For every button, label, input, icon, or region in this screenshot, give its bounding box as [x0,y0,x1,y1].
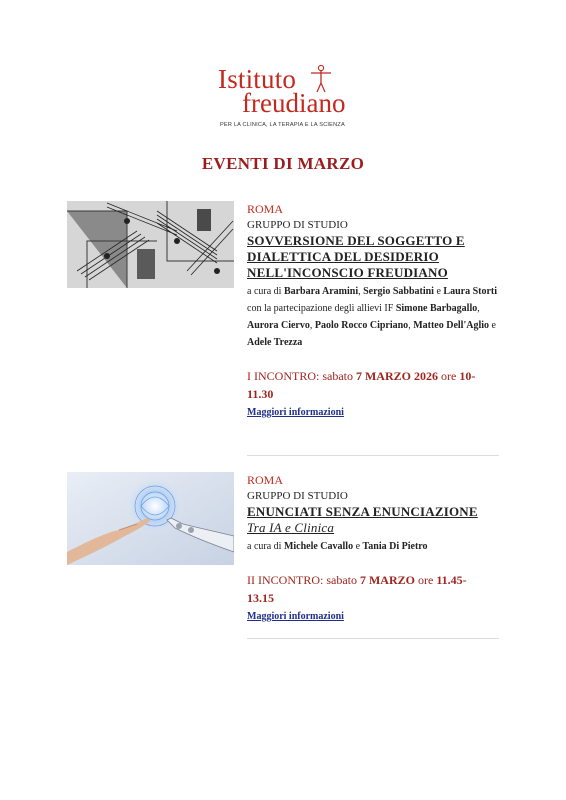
divider [247,638,499,639]
participant-name: Simone Barbagallo [395,303,478,314]
meeting-time: 11.30 [247,387,274,401]
event-city: ROMA [247,202,284,216]
event-type: GRUPPO DI STUDIO [247,219,348,231]
event-title-line: NELL'INCONSCIO FREUDIANO [247,265,448,280]
event-meeting: II INCONTRO: sabato 7 MARZO ore 11.45- 13.15 [247,573,467,605]
curator-name: Tania Di Pietro [362,541,428,552]
more-info-link[interactable]: Maggiori informazioni [247,611,344,622]
curator-name: Barbara Aramini [283,286,359,297]
escher-relativity-stairs-image [67,201,234,288]
participant-name: Adele Trezza [247,337,303,348]
event-meeting: I INCONTRO: sabato 7 MARZO 2026 ore 10- 11.30 [247,369,476,401]
event-title-link[interactable] [247,504,499,536]
curator-name: Michele Cavallo [283,541,354,552]
event-title-line: SOVVERSIONE DEL SOGGETTO E [247,233,465,248]
meeting-time: 11.45- [436,573,467,587]
istituto-freudiano-logo [218,64,358,134]
logo-line-1: Istituto [218,64,297,94]
event-curators: a cura di Barbara Aramini, Sergio Sabbatini e Laura Storti [247,286,498,297]
page-title: EVENTI DI MARZO [201,154,365,173]
meeting-time: 13.15 [247,591,274,605]
meeting-time: 10- [459,369,476,383]
event-participants: con la partecipazione degli allievi IF Simone Barbagallo, Aurora Ciervo, Paolo Rocco Cipriano, Matteo Dell'Aglio e Adele Trezza [247,303,496,348]
divider [247,455,499,456]
participant-name: Paolo Rocco Cipriano [314,320,409,331]
event-card [67,472,499,642]
logo-line-2: freudiano [242,88,346,118]
meeting-date: 7 MARZO 2026 [355,369,438,383]
event-type: GRUPPO DI STUDIO [247,490,348,502]
curator-name: Sergio Sabbatini [363,286,434,297]
event-card [67,201,499,461]
human-robot-hands-ai-image [67,472,234,565]
event-title-line: DIALETTICA DEL DESIDERIO [247,249,439,264]
event-subtitle: Tra IA e Clinica [247,520,335,535]
logo-tagline: PER LA CLINICA, LA TERAPIA E LA SCIENZA [220,122,345,128]
event-city: ROMA [247,473,284,487]
curator-name: Laura Storti [443,286,498,297]
event-title-link[interactable] [247,233,499,281]
event-curators: a cura di Michele Cavallo e Tania Di Pietro [247,541,428,552]
participant-name: Aurora Ciervo [247,320,310,331]
vitruvian-figure-icon [310,64,332,94]
more-info-link[interactable]: Maggiori informazioni [247,407,344,418]
participant-name: Matteo Dell'Aglio [413,320,489,331]
meeting-date: 7 MARZO [359,573,415,587]
event-title: ENUNCIATI SENZA ENUNCIAZIONE [247,504,478,519]
